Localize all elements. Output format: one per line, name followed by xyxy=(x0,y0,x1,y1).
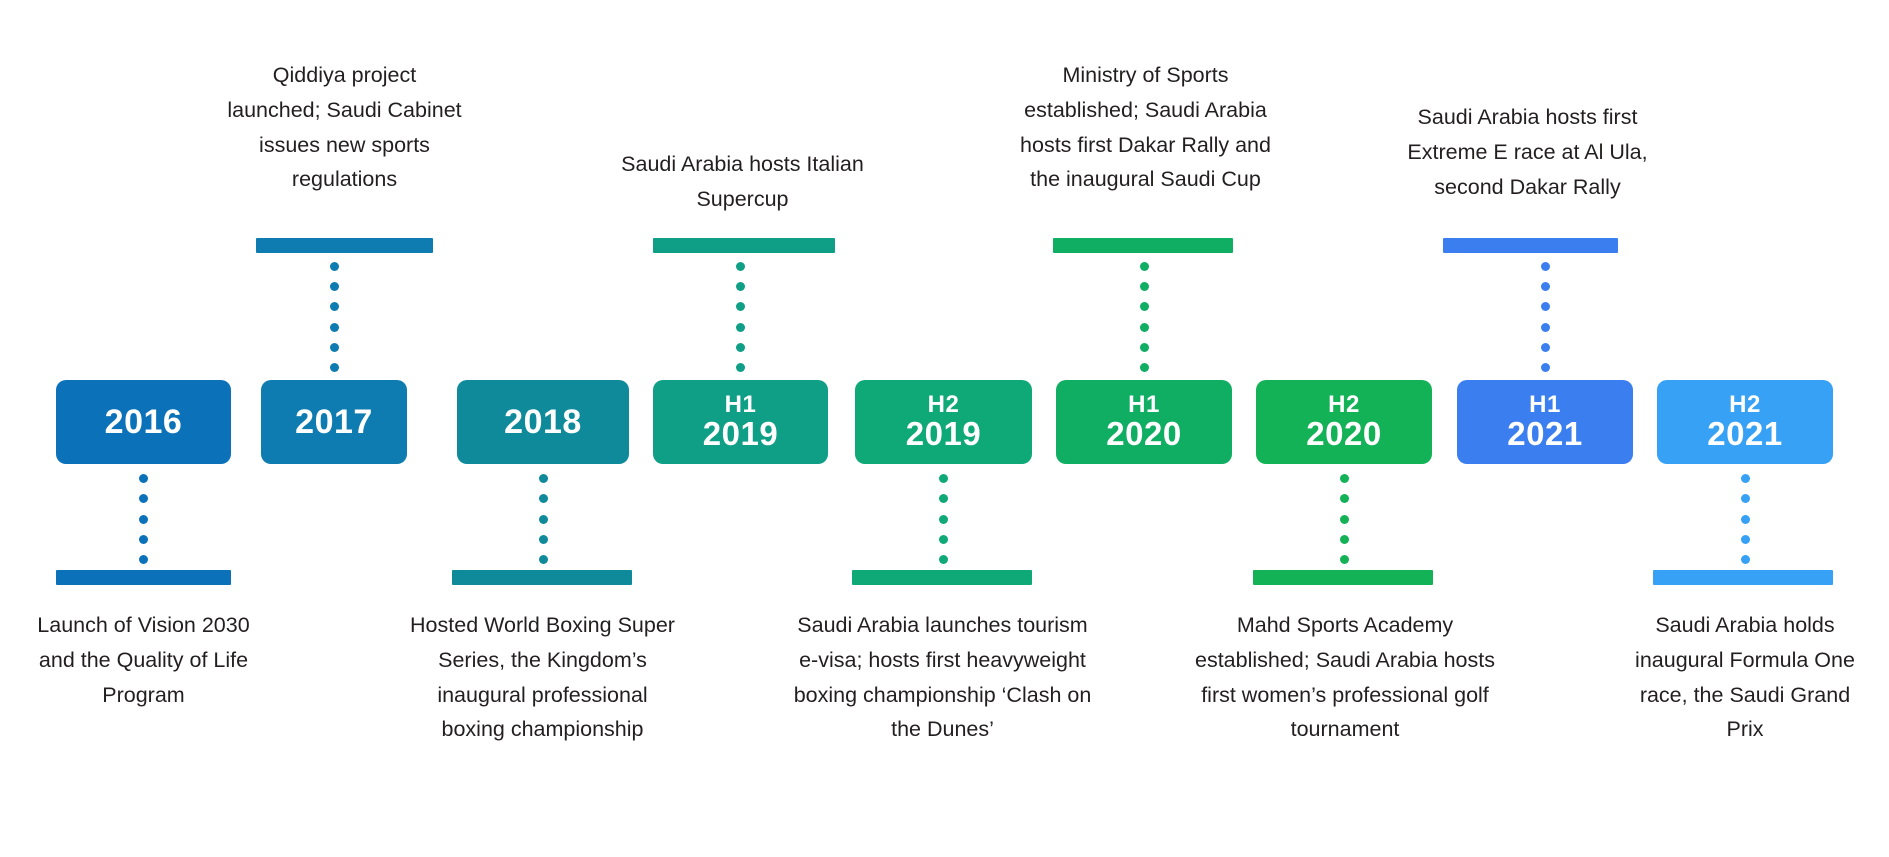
connector-dots-2016 xyxy=(139,474,148,564)
milestone-caption-h1-2021: Saudi Arabia hosts first Extreme E race at Al Ula, second Dakar Rally xyxy=(1407,105,1648,199)
pill-year-label: 2020 xyxy=(1106,415,1182,453)
timeline-pill-h2-2020[interactable] xyxy=(1256,380,1432,464)
connector-dots-h1-2021 xyxy=(1541,262,1550,372)
pill-half-label: H1 xyxy=(1529,390,1561,418)
timeline-pill-2016[interactable] xyxy=(56,380,231,464)
timeline-pill-h2-2021[interactable] xyxy=(1657,380,1833,464)
connector-bar-2017 xyxy=(256,238,433,253)
connector-dots-h2-2021 xyxy=(1741,474,1750,564)
pill-half-label: H2 xyxy=(1729,390,1761,418)
pill-year-label: 2019 xyxy=(702,415,779,453)
connector-bar-h2-2021 xyxy=(1653,570,1833,585)
milestone-caption-h2-2021: Saudi Arabia holds inaugural Formula One race, the Saudi Grand Prix xyxy=(1635,613,1855,742)
connector-dots-2018 xyxy=(539,474,548,564)
timeline-pill-2017[interactable] xyxy=(261,380,407,464)
connector-bar-2018 xyxy=(452,570,632,585)
pill-half-label: H2 xyxy=(1328,390,1360,418)
connector-dots-2017 xyxy=(330,262,339,372)
milestone-caption-h2-2020: Mahd Sports Academy established; Saudi Arabia hosts first women’s professional golf tournament xyxy=(1194,613,1495,742)
timeline-pill-h1-2020[interactable] xyxy=(1056,380,1232,464)
connector-bar-h1-2019 xyxy=(653,238,835,253)
milestone-caption-h2-2019: Saudi Arabia launches tourism e-visa; hosts first heavyweight boxing championship ‘Clash on the Dunes’ xyxy=(793,613,1092,742)
timeline-pill-h2-2019[interactable] xyxy=(855,380,1032,464)
milestone-caption-h1-2019: Saudi Arabia hosts Italian Supercup xyxy=(621,152,864,211)
connector-dots-h1-2019 xyxy=(736,262,745,372)
pill-year-label: 2016 xyxy=(104,402,183,441)
milestone-caption-2017: Qiddiya project launched; Saudi Cabinet issues new sports regulations xyxy=(227,63,462,192)
pill-year-label: 2020 xyxy=(1306,415,1382,453)
connector-bar-2016 xyxy=(56,570,231,585)
connector-bar-h2-2020 xyxy=(1253,570,1433,585)
pill-year-label: 2021 xyxy=(1707,415,1783,453)
pill-year-label: 2021 xyxy=(1507,415,1583,453)
connector-dots-h2-2020 xyxy=(1340,474,1349,564)
milestone-caption-2016: Launch of Vision 2030 and the Quality of Life Program xyxy=(37,613,250,707)
pill-half-label: H1 xyxy=(1128,390,1160,418)
pill-half-label: H1 xyxy=(724,390,757,418)
timeline-pill-2018[interactable] xyxy=(457,380,629,464)
connector-dots-h1-2020 xyxy=(1140,262,1149,372)
milestone-caption-2018: Hosted World Boxing Super Series, the Kingdom’s inaugural professional boxing championship xyxy=(410,613,675,742)
timeline-pill-h1-2021[interactable] xyxy=(1457,380,1633,464)
connector-dots-h2-2019 xyxy=(939,474,948,564)
milestone-caption-h1-2020: Ministry of Sports established; Saudi Arabia hosts first Dakar Rally and the inaugural Saudi Cup xyxy=(1020,63,1271,192)
connector-bar-h1-2021 xyxy=(1443,238,1618,253)
timeline-pill-h1-2019[interactable] xyxy=(653,380,828,464)
pill-half-label: H2 xyxy=(927,390,960,418)
pill-year-label: 2017 xyxy=(295,402,373,441)
pill-year-label: 2019 xyxy=(905,415,982,453)
pill-year-label: 2018 xyxy=(504,402,582,441)
connector-bar-h2-2019 xyxy=(852,570,1032,585)
connector-bar-h1-2020 xyxy=(1053,238,1233,253)
